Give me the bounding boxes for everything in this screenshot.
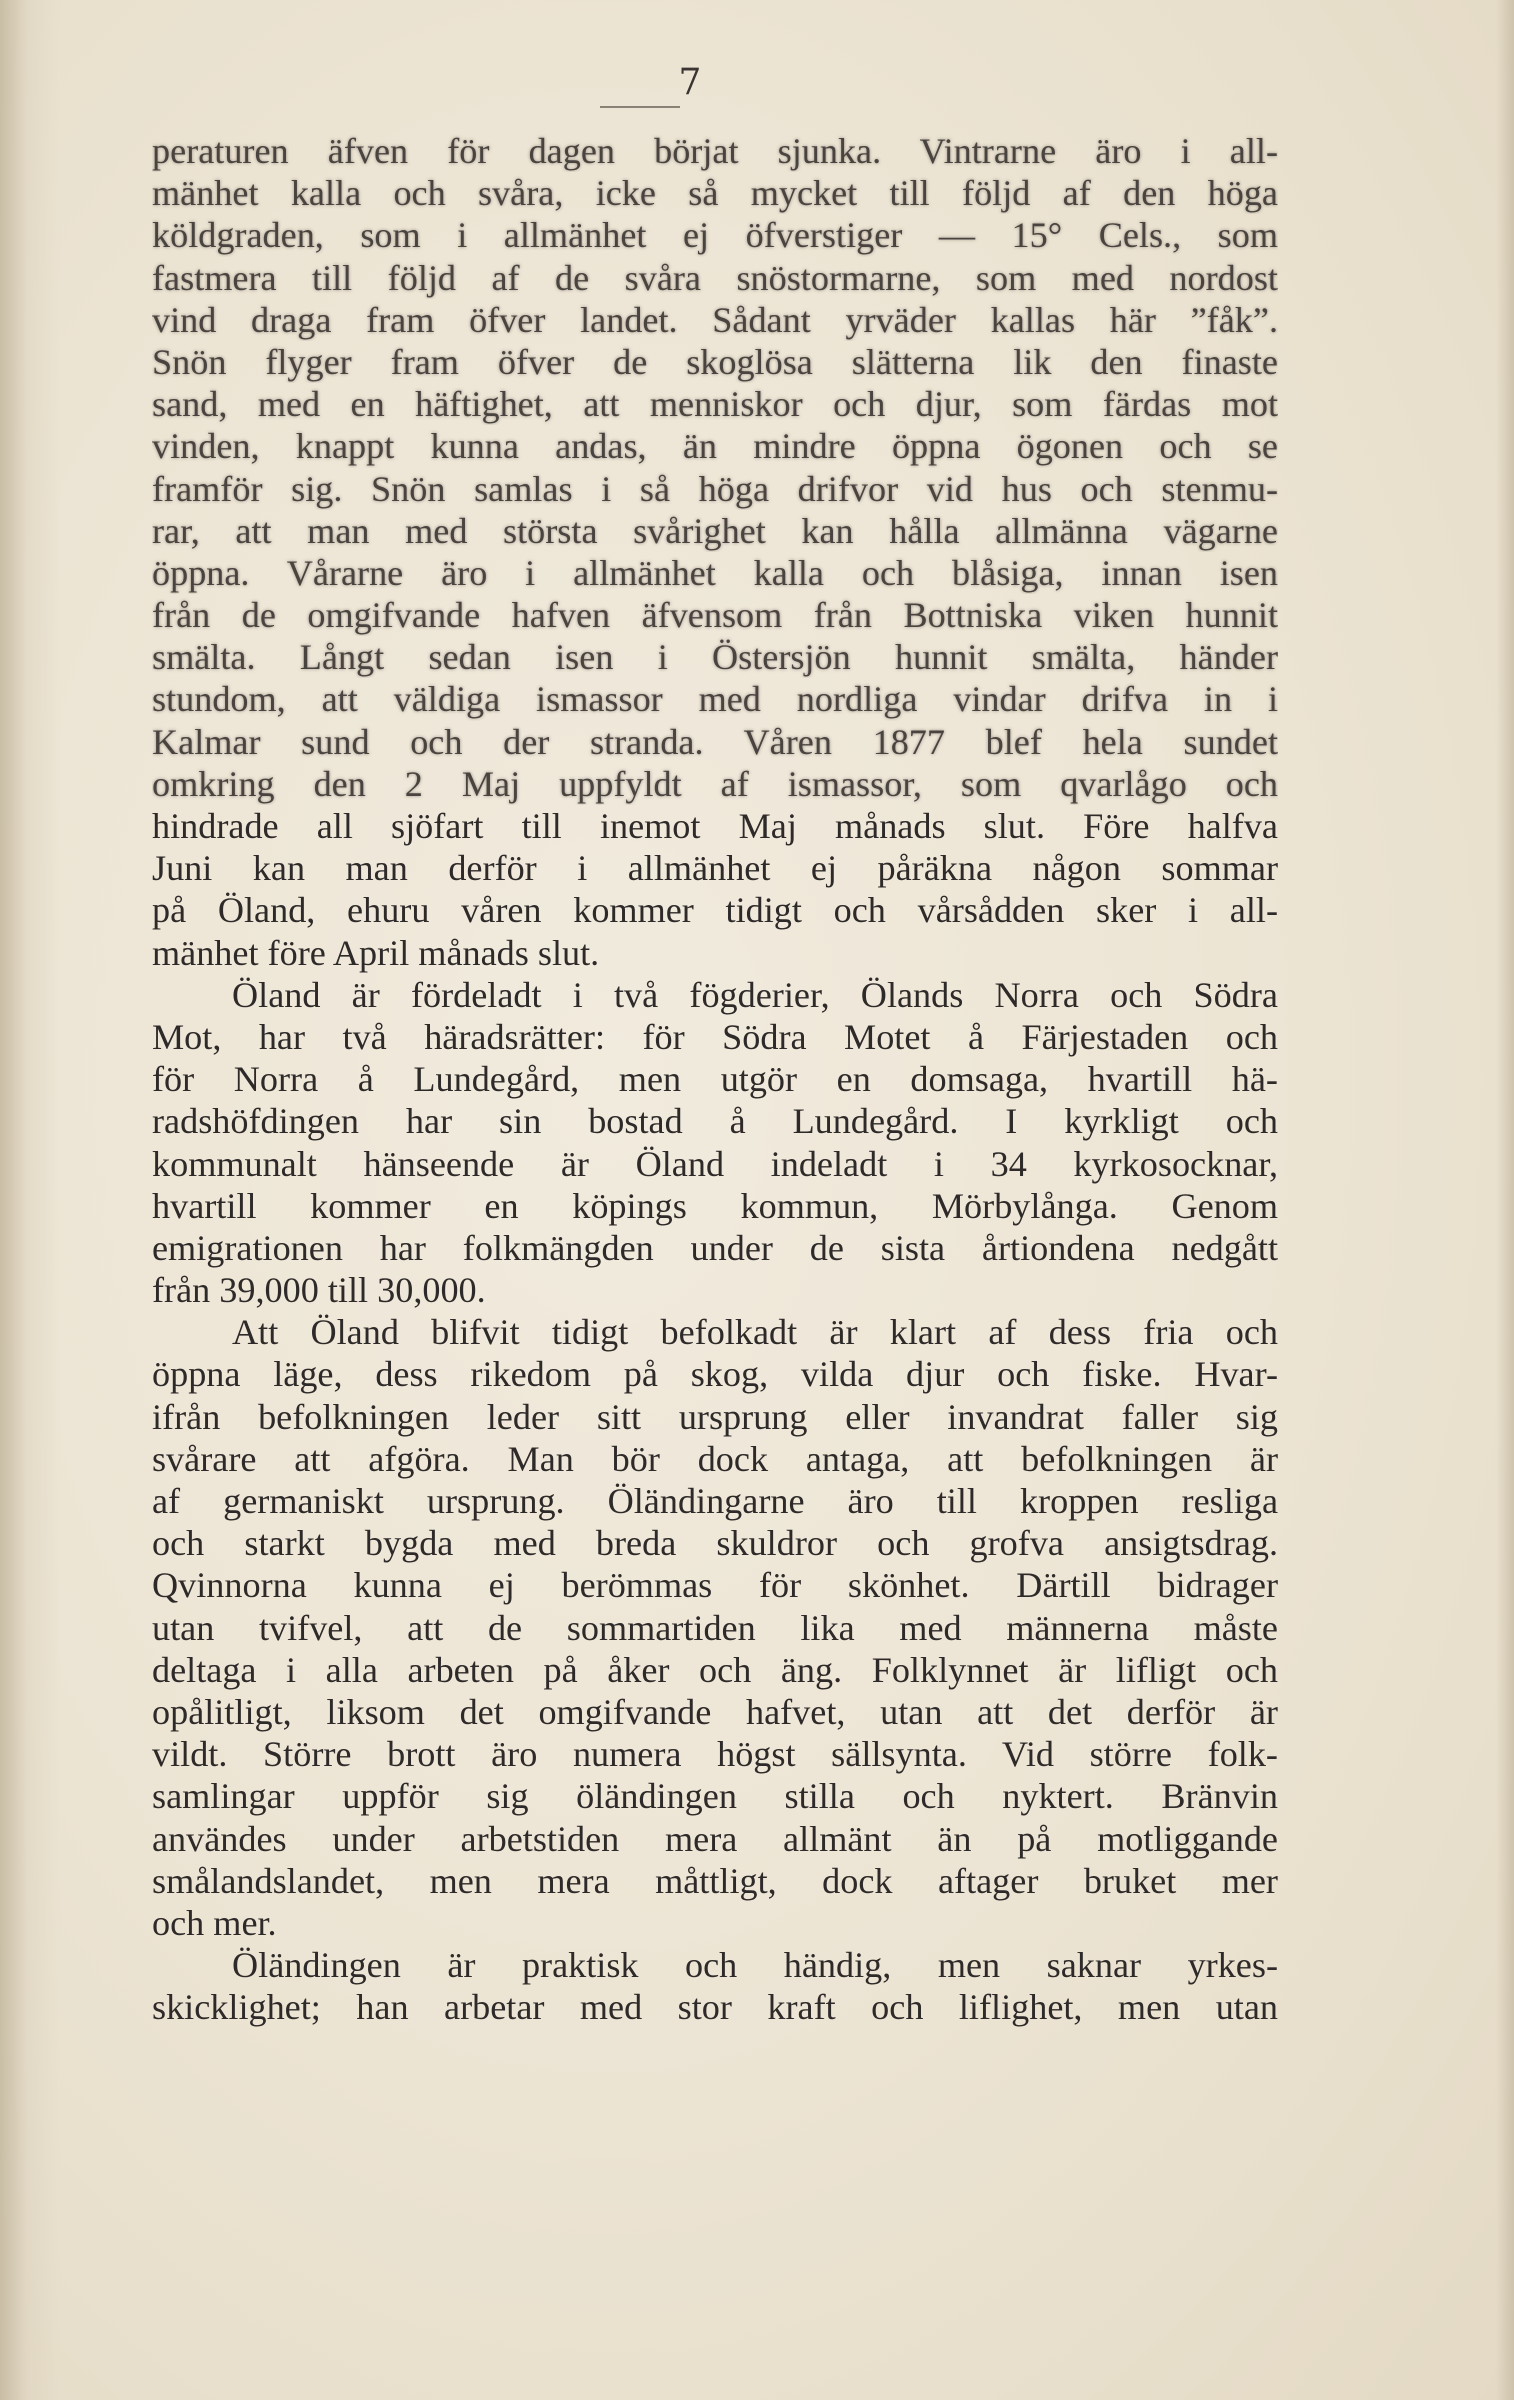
- text-line: stundom, att väldiga ismassor med nordliga vindar drifva in i: [152, 679, 1278, 720]
- text-line: hvartill kommer en köpings kommun, Mörbylånga. Genom: [152, 1185, 1278, 1226]
- text-line: Qvinnorna kunna ej berömmas för skönhet. Därtill bidrager: [152, 1565, 1278, 1606]
- text-line: mänhet kalla och svåra, icke så mycket till följd af den höga: [152, 173, 1278, 214]
- text-line: användes under arbetstiden mera allmänt än på motliggande: [152, 1818, 1278, 1859]
- text-line: skicklighet; han arbetar med stor kraft och liflighet, men utan: [152, 1987, 1278, 2028]
- page-edge-shadow: [1496, 0, 1514, 2400]
- text-line: Snön flyger fram öfver de skoglösa slätterna lik den finaste: [152, 341, 1278, 382]
- text-line: från 39,000 till 30,000.: [152, 1270, 486, 1311]
- text-line: svårare att afgöra. Man bör dock antaga, att befolkningen är: [152, 1438, 1278, 1479]
- text-line: fastmera till följd af de svåra snöstormarne, som med nordost: [152, 257, 1278, 298]
- text-line: samlingar uppför sig öländingen stilla och nyktert. Bränvin: [152, 1776, 1278, 1817]
- page-number: 7: [678, 62, 702, 103]
- text-line: från de omgifvande hafven äfvensom från Bottniska viken hunnit: [152, 595, 1278, 636]
- body-text: [152, 130, 1278, 2028]
- text-line: vind draga fram öfver landet. Sådant yrväder kallas här ”fåk”.: [152, 299, 1278, 340]
- text-line: hindrade all sjöfart till inemot Maj månads slut. Före halfva: [152, 806, 1278, 846]
- text-line: smålandslandet, men mera måttligt, dock aftager bruket mer: [152, 1860, 1278, 1901]
- text-line: Juni kan man derför i allmänhet ej påräkna någon sommar: [152, 848, 1278, 889]
- text-line: kommunalt hänseende är Öland indeladt i 34 kyrkosocknar,: [152, 1143, 1278, 1184]
- text-line: smälta. Långt sedan isen i Östersjön hunnit smälta, händer: [152, 637, 1278, 678]
- text-line: ifrån befolkningen leder sitt ursprung eller invandrat faller sig: [152, 1396, 1278, 1437]
- text-line: emigrationen har folkmängden under de sista årtiondena nedgått: [152, 1227, 1278, 1268]
- text-line: omkring den 2 Maj uppfyldt af ismassor, som qvarlågo och: [152, 763, 1278, 804]
- text-line: radshöfdingen har sin bostad å Lundegård. I kyrkligt och: [152, 1101, 1278, 1142]
- text-line: Kalmar sund och der stranda. Våren 1877 blef hela sundet: [152, 721, 1278, 762]
- text-line: deltaga i alla arbeten på åker och äng. Folklynnet är lifligt och: [152, 1649, 1278, 1690]
- text-line: vinden, knappt kunna andas, än mindre öppna ögonen och se: [152, 426, 1278, 467]
- text-line: öppna läge, dess rikedom på skog, vilda djur och fiske. Hvar-: [152, 1354, 1278, 1395]
- text-line: och mer.: [152, 1902, 277, 1943]
- text-line: för Norra å Lundegård, men utgör en domsaga, hvartill hä-: [152, 1059, 1278, 1100]
- header-rule: [600, 106, 680, 108]
- text-line: på Öland, ehuru våren kommer tidigt och vårsådden sker i all-: [152, 890, 1278, 931]
- text-line: köldgraden, som i allmänhet ej öfverstiger — 15° Cels., som: [152, 215, 1278, 256]
- text-line: Öländingen är praktisk och händig, men saknar yrkes-: [232, 1945, 1278, 1986]
- page-gutter-shadow: [0, 0, 60, 2400]
- text-line: Mot, har två häradsrätter: för Södra Motet å Färjestaden och: [152, 1016, 1278, 1057]
- text-line: Att Öland blifvit tidigt befolkadt är klart af dess fria och: [232, 1312, 1278, 1353]
- text-line: öppna. Vårarne äro i allmänhet kalla och blåsiga, innan isen: [152, 552, 1278, 593]
- text-line: Öland är fördeladt i två fögderier, Ölands Norra och Södra: [232, 974, 1278, 1015]
- text-line: mänhet före April månads slut.: [152, 932, 600, 973]
- text-line: vildt. Större brott äro numera högst sällsynta. Vid större folk-: [152, 1734, 1278, 1775]
- text-line: af germaniskt ursprung. Öländingarne äro till kroppen resliga: [152, 1481, 1278, 1521]
- text-line: sand, med en häftighet, att menniskor och djur, som färdas mot: [152, 384, 1278, 425]
- text-line: och starkt bygda med breda skuldror och grofva ansigtsdrag.: [152, 1523, 1278, 1564]
- text-line: rar, att man med största svårighet kan hålla allmänna vägarne: [152, 510, 1278, 551]
- text-line: utan tvifvel, att de sommartiden lika med männerna måste: [152, 1607, 1278, 1648]
- text-line: opålitligt, liksom det omgifvande hafvet, utan att det derför är: [152, 1691, 1278, 1732]
- text-line: peraturen äfven för dagen börjat sjunka. Vintrarne äro i all-: [152, 131, 1278, 171]
- text-line: framför sig. Snön samlas i så höga drifvor vid hus och stenmu-: [152, 468, 1278, 509]
